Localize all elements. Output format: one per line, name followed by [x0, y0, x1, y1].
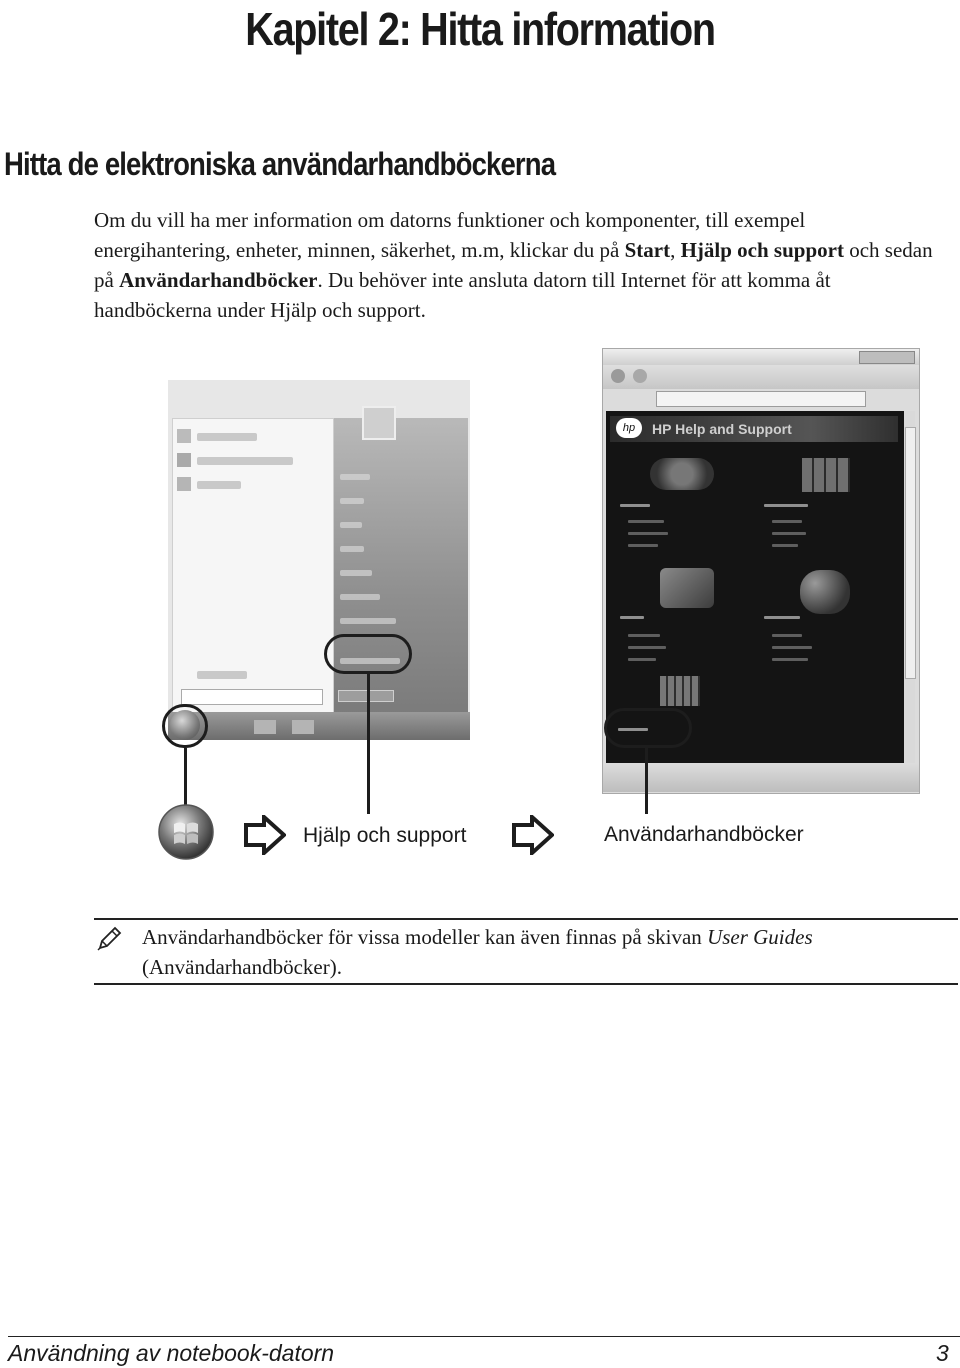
taskbar-icon: [292, 720, 314, 734]
section-title: Hitta de elektroniska användarhandböckerna: [4, 146, 556, 182]
program-icon: [177, 453, 191, 467]
right-arrow-icon: [512, 815, 554, 855]
note-disc-title: User Guides: [707, 925, 813, 949]
intro-text-2: och sedan på: [94, 238, 933, 292]
callout-line: [184, 748, 187, 808]
pencil-icon: [96, 926, 122, 952]
start-orb-small-icon: [170, 710, 200, 740]
forward-icon: [633, 369, 647, 383]
window-controls: [859, 351, 915, 364]
shutdown-button: [338, 690, 394, 702]
help-support-term: Hjälp och support: [680, 238, 844, 262]
thumbnails-graphic: [802, 458, 850, 492]
note-bottom-rule: [94, 983, 958, 985]
menu-item: [340, 570, 372, 576]
user-guides-callout: [604, 708, 692, 748]
link-item: [628, 658, 656, 661]
menu-item: [340, 594, 380, 600]
gears-graphic: [650, 458, 714, 490]
start-search-box: [181, 689, 323, 705]
help-banner: [610, 416, 898, 442]
menu-item: [340, 474, 370, 480]
chapter-title: Kapitel 2: Hitta information: [245, 3, 715, 55]
section-heading: [620, 616, 644, 619]
link-item: [628, 532, 668, 535]
link-item: [628, 520, 664, 523]
user-guides-graphic: [660, 676, 700, 706]
footer-rule: [8, 1336, 960, 1337]
back-icon: [611, 369, 625, 383]
help-banner-title: HP Help and Support: [652, 421, 792, 437]
intro-text-3: . Du behöver inte ansluta datorn till Internet för att komma åt handböckerna under Hjälp och support.: [94, 268, 831, 322]
note-text: [142, 922, 912, 982]
book-graphic: [660, 568, 714, 608]
link-item: [772, 544, 798, 547]
note-top-rule: [94, 918, 958, 920]
program-icon: [177, 429, 191, 443]
user-guides-label: Användarhandböcker: [604, 823, 804, 846]
intro-separator: ,: [670, 238, 681, 262]
section-heading: [764, 504, 808, 507]
help-support-label: Hjälp och support: [303, 824, 467, 847]
user-guides-term: Användarhandböcker: [119, 268, 318, 292]
intro-paragraph: [94, 205, 944, 325]
note-text-b: (Användarhandböcker).: [142, 955, 342, 979]
window-toolbar: [603, 365, 919, 389]
hp-logo-icon: hp: [616, 418, 642, 438]
callout-line: [645, 748, 648, 814]
page-number: 3: [936, 1340, 949, 1366]
program-item: [197, 433, 257, 441]
window-statusbar: [603, 764, 919, 792]
program-icon: [177, 477, 191, 491]
section-heading: [764, 616, 800, 619]
menu-item: [340, 546, 364, 552]
link-item: [772, 520, 802, 523]
callout-line: [367, 674, 370, 814]
section-heading: [620, 504, 650, 507]
start-menu-programs-pane: [172, 418, 334, 716]
right-arrow-icon: [244, 815, 286, 855]
window-titlebar: [603, 349, 919, 365]
link-item: [628, 634, 660, 637]
all-programs-item: [197, 671, 247, 679]
menu-item: [340, 498, 364, 504]
menu-item: [340, 618, 396, 624]
link-item: [628, 646, 666, 649]
scrollbar-thumb: [905, 427, 916, 679]
taskbar: [168, 712, 470, 740]
menu-item: [340, 522, 362, 528]
intro-text-1: Om du vill ha mer information om datorns funktioner och komponenter, till exempel energihantering, enheter, minnen, säkerhet, m.m, klickar du på: [94, 208, 806, 262]
note-text-a: Användarhandböcker för vissa modeller kan även finnas på skivan: [142, 925, 708, 949]
link-item: [772, 646, 812, 649]
program-item: [197, 457, 293, 465]
link-item: [772, 634, 802, 637]
windows-start-orb-icon: [156, 802, 216, 862]
help-support-callout: [324, 634, 412, 674]
people-graphic: [800, 570, 850, 614]
link-item: [772, 532, 806, 535]
footer-title: Användning av notebook-datorn: [8, 1340, 335, 1366]
program-item: [197, 481, 241, 489]
link-item: [772, 658, 808, 661]
window-scrollbar: [904, 411, 915, 763]
user-picture: [362, 406, 396, 440]
taskbar-icon: [254, 720, 276, 734]
link-item: [628, 544, 658, 547]
start-term: Start: [624, 238, 671, 262]
help-search-box: [656, 391, 866, 407]
